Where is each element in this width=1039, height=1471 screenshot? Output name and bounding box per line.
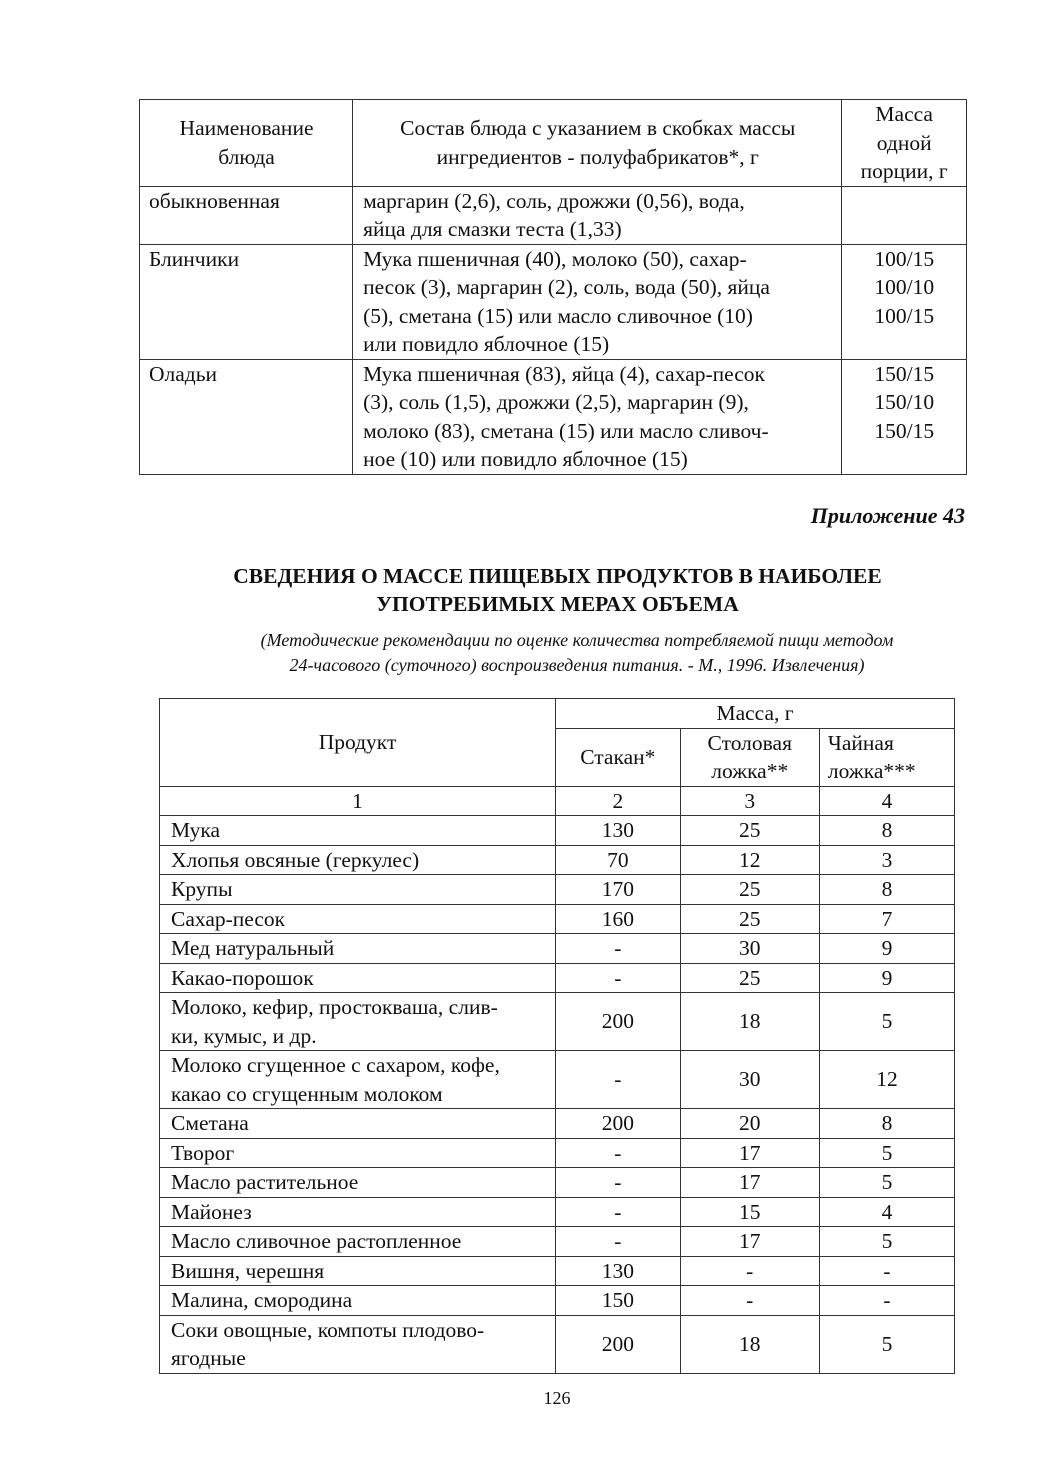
product-line: Молоко сгущенное с сахаром, кофе, [171,1053,500,1077]
product-name: Сметана [160,1109,556,1139]
product-name: Майонез [160,1197,556,1227]
mass-value: 100/15 [874,303,935,328]
table-row [160,1227,955,1257]
dish-name: Блинчики [140,244,353,359]
glass-value: - [556,1227,681,1257]
teaspoon-value: 3 [819,845,954,875]
citation-line: 24-часового (суточного) воспроизведения питания. - М., 1996. Извлечения) [289,655,865,675]
column-number: 2 [556,786,681,816]
table-row [160,816,955,846]
tablespoon-value: 18 [680,1315,819,1373]
header-text: Чайная [827,730,894,755]
product-name [160,1051,556,1109]
product-name: Малина, смородина [160,1286,556,1316]
table-row [160,845,955,875]
page-number: 126 [543,1388,571,1408]
glass-value: 160 [556,904,681,934]
tablespoon-value: - [680,1286,819,1316]
tablespoon-value: 25 [680,963,819,993]
table-row [160,993,955,1051]
composition-line: яйца для смазки теста (1,33) [363,217,622,241]
teaspoon-value: 5 [819,1315,954,1373]
mass-value: 150/15 [874,418,935,443]
tablespoon-value: 17 [680,1227,819,1257]
glass-value: 130 [556,816,681,846]
header-dish-name [140,100,353,187]
composition-line: (3), соль (1,5), дрожжи (2,5), маргарин (9), [363,390,749,414]
header-text: одной [876,130,932,155]
tablespoon-value: 20 [680,1109,819,1139]
table-row [160,1197,955,1227]
product-name [160,993,556,1051]
teaspoon-value: 5 [819,1227,954,1257]
table-row [160,963,955,993]
table-row [140,186,967,244]
header-text: ложка** [711,759,789,783]
composition-line: маргарин (2,6), соль, дрожжи (0,56), вода, [363,188,745,213]
table-header-row [160,699,955,729]
glass-value: 200 [556,1315,681,1373]
glass-value: - [556,1138,681,1168]
header-portion-mass [842,100,967,187]
portion-mass [842,186,967,244]
header-text: ложка*** [827,759,916,783]
header-text: порции, г [860,159,948,183]
table-row [160,934,955,964]
header-text: Наименование [179,116,314,141]
dishes-table-header [140,100,967,187]
citation-line: (Методические рекомендации по оценке количества потребляемой пищи методом [260,630,894,650]
header-product: Продукт [160,699,556,787]
glass-value: 130 [556,1256,681,1286]
composition-line: или повидло яблочное (15) [363,332,610,356]
table-row [160,1138,955,1168]
mass-value: 150/10 [874,390,935,414]
glass-value: 70 [556,845,681,875]
product-name: Творог [160,1138,556,1168]
product-name: Мед натуральный [160,934,556,964]
column-number: 4 [819,786,954,816]
tablespoon-value: 17 [680,1138,819,1168]
tablespoon-value: 25 [680,875,819,905]
product-name: Сахар-песок [160,904,556,934]
teaspoon-value: - [819,1286,954,1316]
header-text: блюда [218,144,275,169]
teaspoon-value: 5 [819,993,954,1051]
header-text: Масса [875,102,933,126]
tablespoon-value: 17 [680,1168,819,1198]
header-teaspoon [819,728,954,786]
dish-composition [353,186,842,244]
table-row [160,1315,955,1373]
composition-line: ное (10) или повидло яблочное (15) [363,447,688,471]
column-number: 1 [160,786,556,816]
header-tablespoon [680,728,819,786]
dish-name: Оладьи [140,359,353,474]
composition-line: молоко (83), сметана (15) или масло сливоч- [363,418,769,443]
tablespoon-value: 25 [680,816,819,846]
teaspoon-value: 4 [819,1197,954,1227]
product-line: ки, кумыс, и др. [171,1023,317,1048]
mass-value: 100/10 [874,275,935,299]
product-name: Крупы [160,875,556,905]
table-row [160,1286,955,1316]
table-row [140,244,967,359]
header-mass-group: Масса, г [556,699,955,729]
tablespoon-value: 18 [680,993,819,1051]
dishes-table [139,99,967,475]
product-line: какао со сгущенным молоком [171,1081,443,1106]
product-name: Мука [160,816,556,846]
glass-value: - [556,1051,681,1109]
product-name: Хлопья овсяные (геркулес) [160,845,556,875]
product-name: Масло растительное [160,1168,556,1198]
tablespoon-value: - [680,1256,819,1286]
mass-value: 100/15 [874,246,935,271]
teaspoon-value: 9 [819,934,954,964]
product-line: Молоко, кефир, простокваша, слив- [171,995,498,1019]
dish-composition [353,244,842,359]
header-text: Столовая [707,730,792,755]
column-number-row [160,786,955,816]
table-row [160,1051,955,1109]
page-title [0,562,1039,618]
composition-line: песок (3), маргарин (2), соль, вода (50), яйца [363,275,770,299]
header-text: Состав блюда с указанием в скобках массы [400,116,796,141]
appendix-label: Приложение 43 [810,503,965,528]
title-line: СВЕДЕНИЯ О МАССЕ ПИЩЕВЫХ ПРОДУКТОВ В НАИБОЛЕЕ [233,564,882,588]
title-line: УПОТРЕБИМЫХ МЕРАХ ОБЪЕМА [376,592,739,616]
product-name: Вишня, черешня [160,1256,556,1286]
column-number: 3 [680,786,819,816]
source-citation [0,628,1039,678]
teaspoon-value: 8 [819,1109,954,1139]
teaspoon-value: 7 [819,904,954,934]
product-name: Какао-порошок [160,963,556,993]
portion-mass [842,244,967,359]
food-mass-table [159,698,955,1374]
table-row [160,875,955,905]
glass-value: 200 [556,993,681,1051]
header-composition [353,100,842,187]
dish-name: обыкновенная [140,186,353,244]
tablespoon-value: 12 [680,845,819,875]
table-row [160,1256,955,1286]
header-glass: Стакан* [556,728,681,786]
glass-value: - [556,963,681,993]
portion-mass [842,359,967,474]
tablespoon-value: 15 [680,1197,819,1227]
table-row [160,904,955,934]
table-row [140,359,967,474]
header-text: ингредиентов - полуфабрикатов*, г [436,144,759,169]
table-row [160,1109,955,1139]
product-line: ягодные [171,1346,246,1370]
teaspoon-value: 8 [819,816,954,846]
product-name [160,1315,556,1373]
teaspoon-value: - [819,1256,954,1286]
product-name: Масло сливочное растопленное [160,1227,556,1257]
composition-line: Мука пшеничная (40), молоко (50), сахар- [363,246,747,271]
glass-value: 150 [556,1286,681,1316]
teaspoon-value: 5 [819,1168,954,1198]
composition-line: Мука пшеничная (83), яйца (4), сахар-песок [363,361,765,386]
teaspoon-value: 5 [819,1138,954,1168]
product-line: Соки овощные, компоты плодово- [171,1317,485,1342]
tablespoon-value: 30 [680,934,819,964]
tablespoon-value: 25 [680,904,819,934]
dish-composition [353,359,842,474]
tablespoon-value: 30 [680,1051,819,1109]
glass-value: 200 [556,1109,681,1139]
glass-value: - [556,934,681,964]
teaspoon-value: 12 [819,1051,954,1109]
teaspoon-value: 8 [819,875,954,905]
glass-value: - [556,1168,681,1198]
table-row [160,1168,955,1198]
teaspoon-value: 9 [819,963,954,993]
mass-value: 150/15 [874,361,935,386]
glass-value: 170 [556,875,681,905]
composition-line: (5), сметана (15) или масло сливочное (10) [363,303,753,328]
glass-value: - [556,1197,681,1227]
